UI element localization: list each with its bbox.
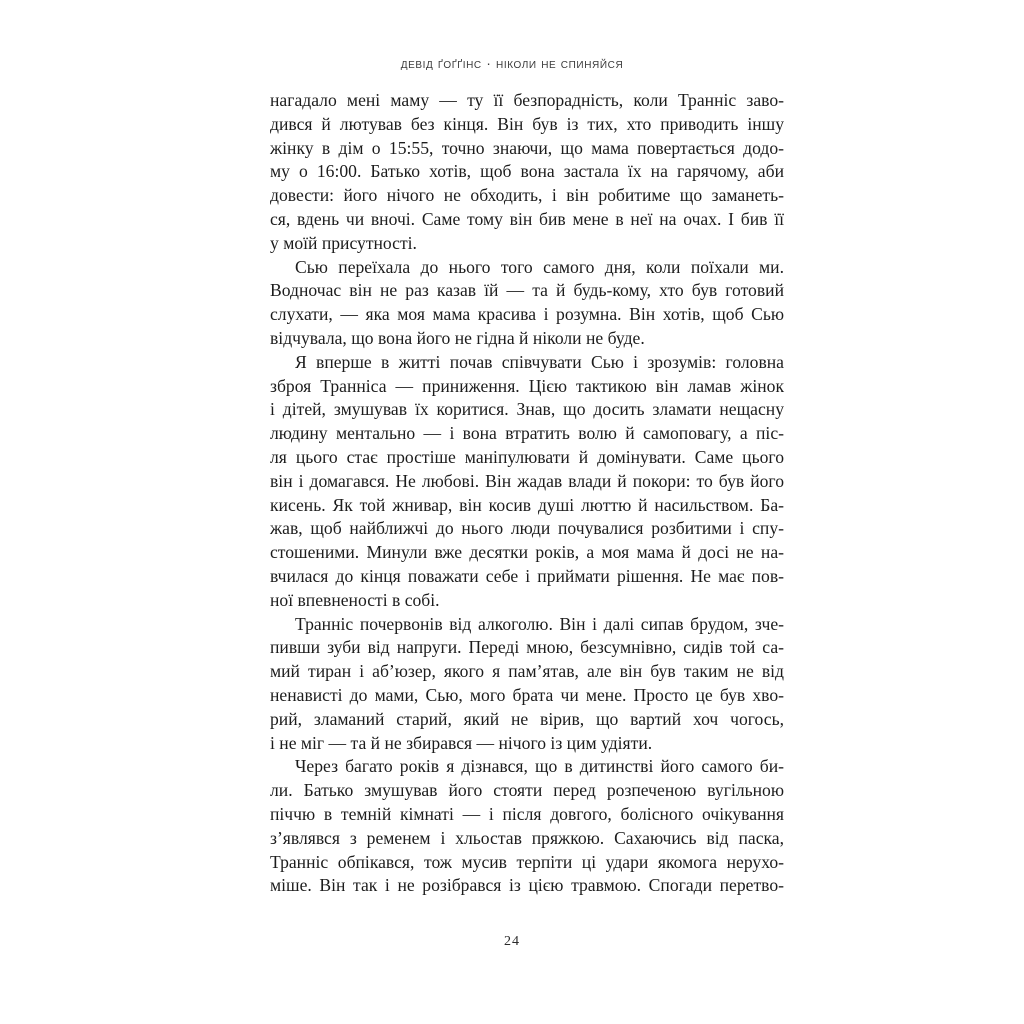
- text-line: слухати, — яка моя мама красива і розумна. Він хотів, щоб Сью: [270, 304, 784, 325]
- text-line: ся, вдень чи вночі. Саме тому він бив мене в неї на очах. І бив її: [270, 208, 784, 229]
- running-header-title: девід ґоґґінс · ніколи не спиняйся: [400, 55, 624, 71]
- paragraph-3: [270, 351, 784, 613]
- text-line: Сью переїхала до нього того самого дня, коли поїхали ми.: [295, 256, 784, 277]
- text-line: у моїй присутності.: [270, 232, 417, 253]
- text-line: зброя Транніса — приниження. Цією тактикою він ламав жінок: [270, 375, 784, 396]
- text-line: ли. Батько змушував його стояти перед розпеченою вугільною: [270, 780, 784, 801]
- paragraph-5: [270, 755, 784, 898]
- text-line: пивши зуби від напруги. Переді мною, безсумнівно, сидів той са-: [270, 637, 784, 658]
- text-line: відчувала, що вона його не гідна й ніколи не буде.: [270, 327, 645, 348]
- text-line: довести: його нічого не обходить, і він робитиме що заманеть-: [270, 185, 784, 206]
- text-line: стошеними. Минули вже десятки років, а моя мама й досі не на-: [270, 542, 784, 563]
- text-line: ля цього стає простіше маніпулювати й домінувати. Саме цього: [270, 446, 784, 467]
- text-line: рий, зламаний старий, який не вірив, що вартий хоч чогось,: [270, 708, 784, 729]
- text-line: жав, щоб найближчі до нього люди почувалися розбитими і спу-: [270, 518, 784, 539]
- text-line: му о 16:00. Батько хотів, щоб вона застала їх на гарячому, аби: [270, 161, 784, 182]
- text-line: з’являвся з ременем і хльостав пряжкою. Сахаючись від паска,: [270, 827, 784, 848]
- text-line: і дітей, змушував їх коритися. Знав, що досить зламати нещасну: [270, 399, 784, 420]
- text-line: міше. Він так і не розібрався із цією травмою. Спогади перетво-: [270, 875, 784, 896]
- text-line: піччю в темній кімнаті — і після довгого, болісного очікування: [270, 803, 784, 824]
- text-line: дився й лютував без кінця. Він був із тих, хто приводить іншу: [270, 113, 784, 134]
- text-line: він і домагався. Не любові. Він жадав влади й покори: то був його: [270, 470, 784, 491]
- text-line: Через багато років я дізнався, що в дитинстві його самого би-: [295, 756, 784, 777]
- text-line: мий тиран і аб’юзер, якого я пам’ятав, але він був таким не від: [270, 661, 784, 682]
- text-line: ненависті до мами, Сью, мого брата чи мене. Просто це був хво-: [270, 684, 784, 705]
- text-line: кисень. Як той жнивар, він косив душі люттю й насильством. Ба-: [270, 494, 784, 515]
- text-line: ної впевненості в собі.: [270, 589, 440, 610]
- text-line: Я вперше в житті почав співчувати Сью і зрозумів: головна: [295, 351, 784, 372]
- text-line: жінку в дім о 15:55, точно знаючи, що мама повертається додо-: [270, 137, 784, 158]
- body-text: [270, 89, 784, 898]
- paragraph-1: [270, 89, 784, 256]
- text-line: Транніс почервонів від алкоголю. Він і далі сипав брудом, зче-: [295, 613, 784, 634]
- text-line: і не міг — та й не збирався — нічого із цим удіяти.: [270, 732, 653, 753]
- text-line: Водночас він не раз казав їй — та й будь-кому, хто був готовий: [270, 280, 784, 301]
- text-line: вчилася до кінця поважати себе і приймати рішення. Не має пов-: [270, 565, 784, 586]
- paragraph-2: [270, 256, 784, 351]
- running-header: [0, 54, 1024, 72]
- text-line: людину ментально — і вона втратить волю й самоповагу, а піс-: [270, 423, 784, 444]
- page-number: 24: [504, 934, 520, 949]
- text-line: нагадало мені маму — ту її безпорадність, коли Транніс заво-: [270, 90, 784, 110]
- paragraph-4: [270, 613, 784, 756]
- text-line: Транніс обпікався, тож мусив терпіти ці удари якомога нерухо-: [270, 851, 784, 872]
